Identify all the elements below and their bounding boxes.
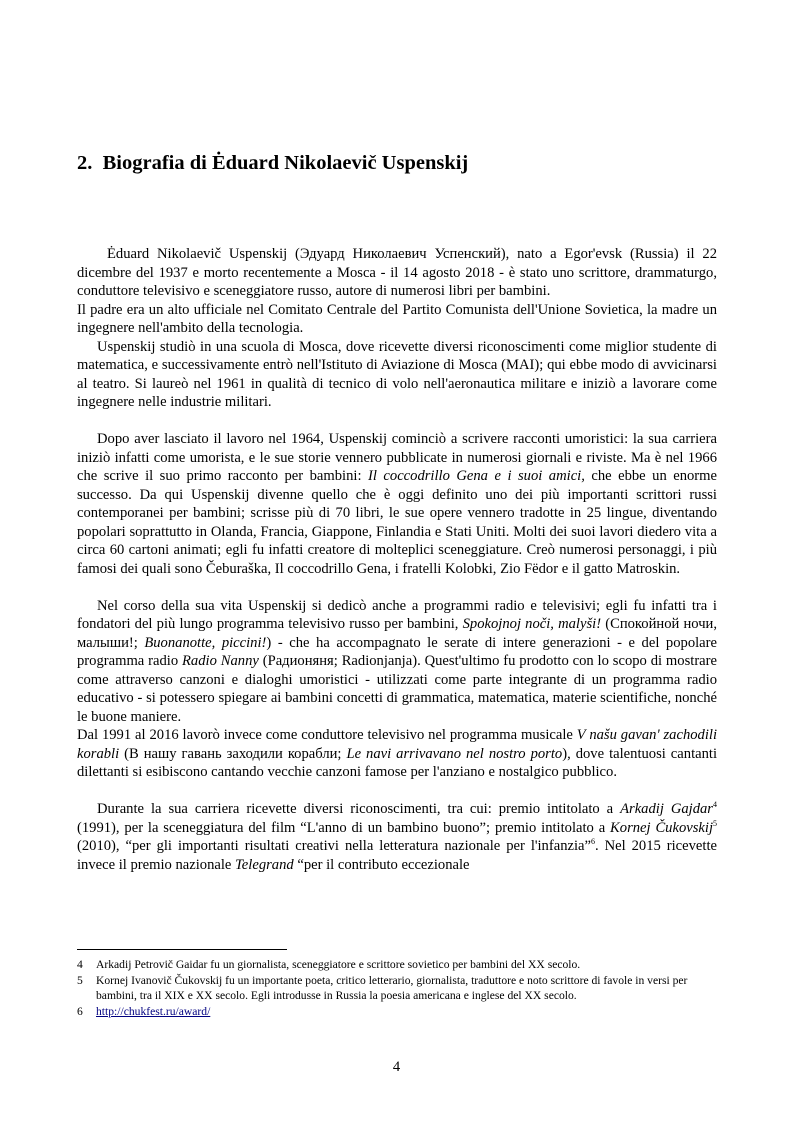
footnote-link[interactable]: http://chukfest.ru/award/ [96,1004,211,1018]
footnote-number: 4 [77,958,83,971]
footnote-number: 5 [77,973,83,987]
paragraph-7: Durante la sua carriera ricevette diversi riconoscimenti, tra cui: premio intitolato a Arkadij Gajdar$^4$ (1991), per la sceneggiatura del film “L'anno di un bambino buono”; premio intitolato a Kornej Čukovskij$^5$ (2010), “per gli importanti risultati creativi nella letteratura nazionale per l'infanzia”$^6$. Nel 2015 ricevette invece il premio nazionale Telegrand “per il contributo eccezionale [77,800,717,873]
tv-title-spokojnoj: Spokojnoj noči, malyši! [462,616,602,632]
footnote-separator [77,949,287,950]
award-name-cukovskij: Kornej Čukovskij [610,819,713,836]
award-name-gajdar: Arkadij Gajdar [620,801,713,817]
radio-title-nanny: Radio Nanny [182,653,259,669]
chapter-title: Biografia di Ėduard Nikolaevič Uspenskij [102,152,469,174]
paragraph-3: Uspenskij studiò in una scuola di Mosca, dove ricevette diversi riconoscimenti come miglior studente di matematica, e successivamente entrò nell'Istituto di Aviazione di Mosca (MAI); qui ebbe modo di avvicinarsi al teatro. Si laureò nel 1961 in qualità di tecnico di volo nell'aeronautica militare e iniziò a lavorare come ingegnere nelle industrie militari. [77,338,717,410]
footnote-text: Arkadij Petrovič Gaidar fu un giornalista, sceneggiatore e scrittore sovietico per bambini del XX secolo. [96,958,581,971]
award-name-telegrand: Telegrand [235,856,294,873]
paragraph-6: Dal 1991 al 2016 lavorò invece come conduttore televisivo nel programma musicale V našu gavan' zachodili korabli (В нашу гавань заходили корабли; Le navi arrivavano nel nostro porto), dove talentuosi cantanti dilettanti si esibiscono cantando vecchie canzoni famose per l'anziano e nostalgico pubblico. [77,727,718,780]
footnote-ref-5[interactable]: 5 [713,818,717,828]
footnotes [77,957,727,1019]
footnote-ref-6[interactable]: 6 [590,837,595,846]
footnote-5 [77,973,727,1004]
footnote-4 [77,957,727,973]
body-text [77,245,717,874]
tv-title-navi: Le navi arrivavano nel nostro porto [346,745,563,762]
paragraph-2: Il padre era un alto ufficiale nel Comitato Centrale del Partito Comunista dell'Unione Sovietica, la madre un ingegnere nell'ambito della tecnologia. [77,301,717,336]
paragraph-5: Nel corso della sua vita Uspenskij si dedicò anche a programmi radio e televisivi; egli fu infatti tra i fondatori del più lungo programma televisivo russo per bambini, Spokojnoj noči, malyši! (Спокойной ночи, малыши!; Buonanotte, piccini!) - che ha accompagnato le serate di intere generazioni - e del popolare programma radio Radio Nanny (Радионяня; Radionjanja). Quest'ultimo fu prodotto con lo scopo di mostrare come attraverso canzoni e dialoghi umoristici - utilizzati come parte integrante di un programma radio educativo - si potessero spiegare ai bambini concetti di grammatica, matematica, materie scientifiche, nonché le buone maniere. [77,597,717,725]
book-title-gena: Il coccodrillo Gena e i suoi amici, [368,468,585,484]
page-number: 4 [392,1059,401,1075]
tv-title-gavan: V našu gavan' zachodili korabli [77,727,717,762]
footnote-ref-4[interactable]: 4 [713,800,717,809]
paragraph-4: Dopo aver lasciato il lavoro nel 1964, Uspenskij cominciò a scrivere racconti umoristici: la sua carriera iniziò infatti come umorista, e le sue storie vennero pubblicate in numerosi giornali e riviste. Ma è nel 1966 che scrive il suo primo racconto per bambini: Il coccodrillo Gena e i suoi amici, che ebbe un enorme successo. Da qui Uspenskij divenne quello che è oggi definito uno dei più importanti scrittori russi contemporanei per bambini; scrisse più di 70 libri, le sue opere vennero tradotte in 25 lingue, diventando popolari soprattutto in Olanda, Francia, Giappone, Finlandia e Stati Uniti. Molti dei suoi lavori diedero vita a circa 60 cartoni animati; egli fu infatti creatore di molteplici sceneggiature. Creò numerosi personaggi, i più famosi dei quali sono Čeburaška, Il coccodrillo Gena, i fratelli Kolobki, Zio Fëdor e il gatto Matroskin. [77,431,717,577]
footnote-text: Kornej Ivanovič Čukovskij fu un importante poeta, critico letterario, giornalista, traduttore e noto scrittore di favole in versi per bambini, tra il XIX e XX secolo. Egli introdusse in Russia la poesia americana e inglese del XX secolo. [96,973,688,1002]
footnote-6 [77,1004,727,1020]
chapter-number: 2. [77,152,93,174]
paragraph-1: Ėduard Nikolaevič Uspenskij (Эдуард Николаевич Успенский), nato a Egor'evsk (Russia) il 22 dicembre del 1937 e morto recentemente a Mosca - il 14 agosto 2018 - è stato uno scrittore, drammaturgo, conduttore televisivo e sceneggiatore russo, autore di numerosi libri per bambini. [77,246,717,299]
tv-title-buonanotte: Buonanotte, piccini! [144,634,267,651]
footnote-number: 6 [77,1004,83,1018]
chapter-heading [77,152,468,175]
